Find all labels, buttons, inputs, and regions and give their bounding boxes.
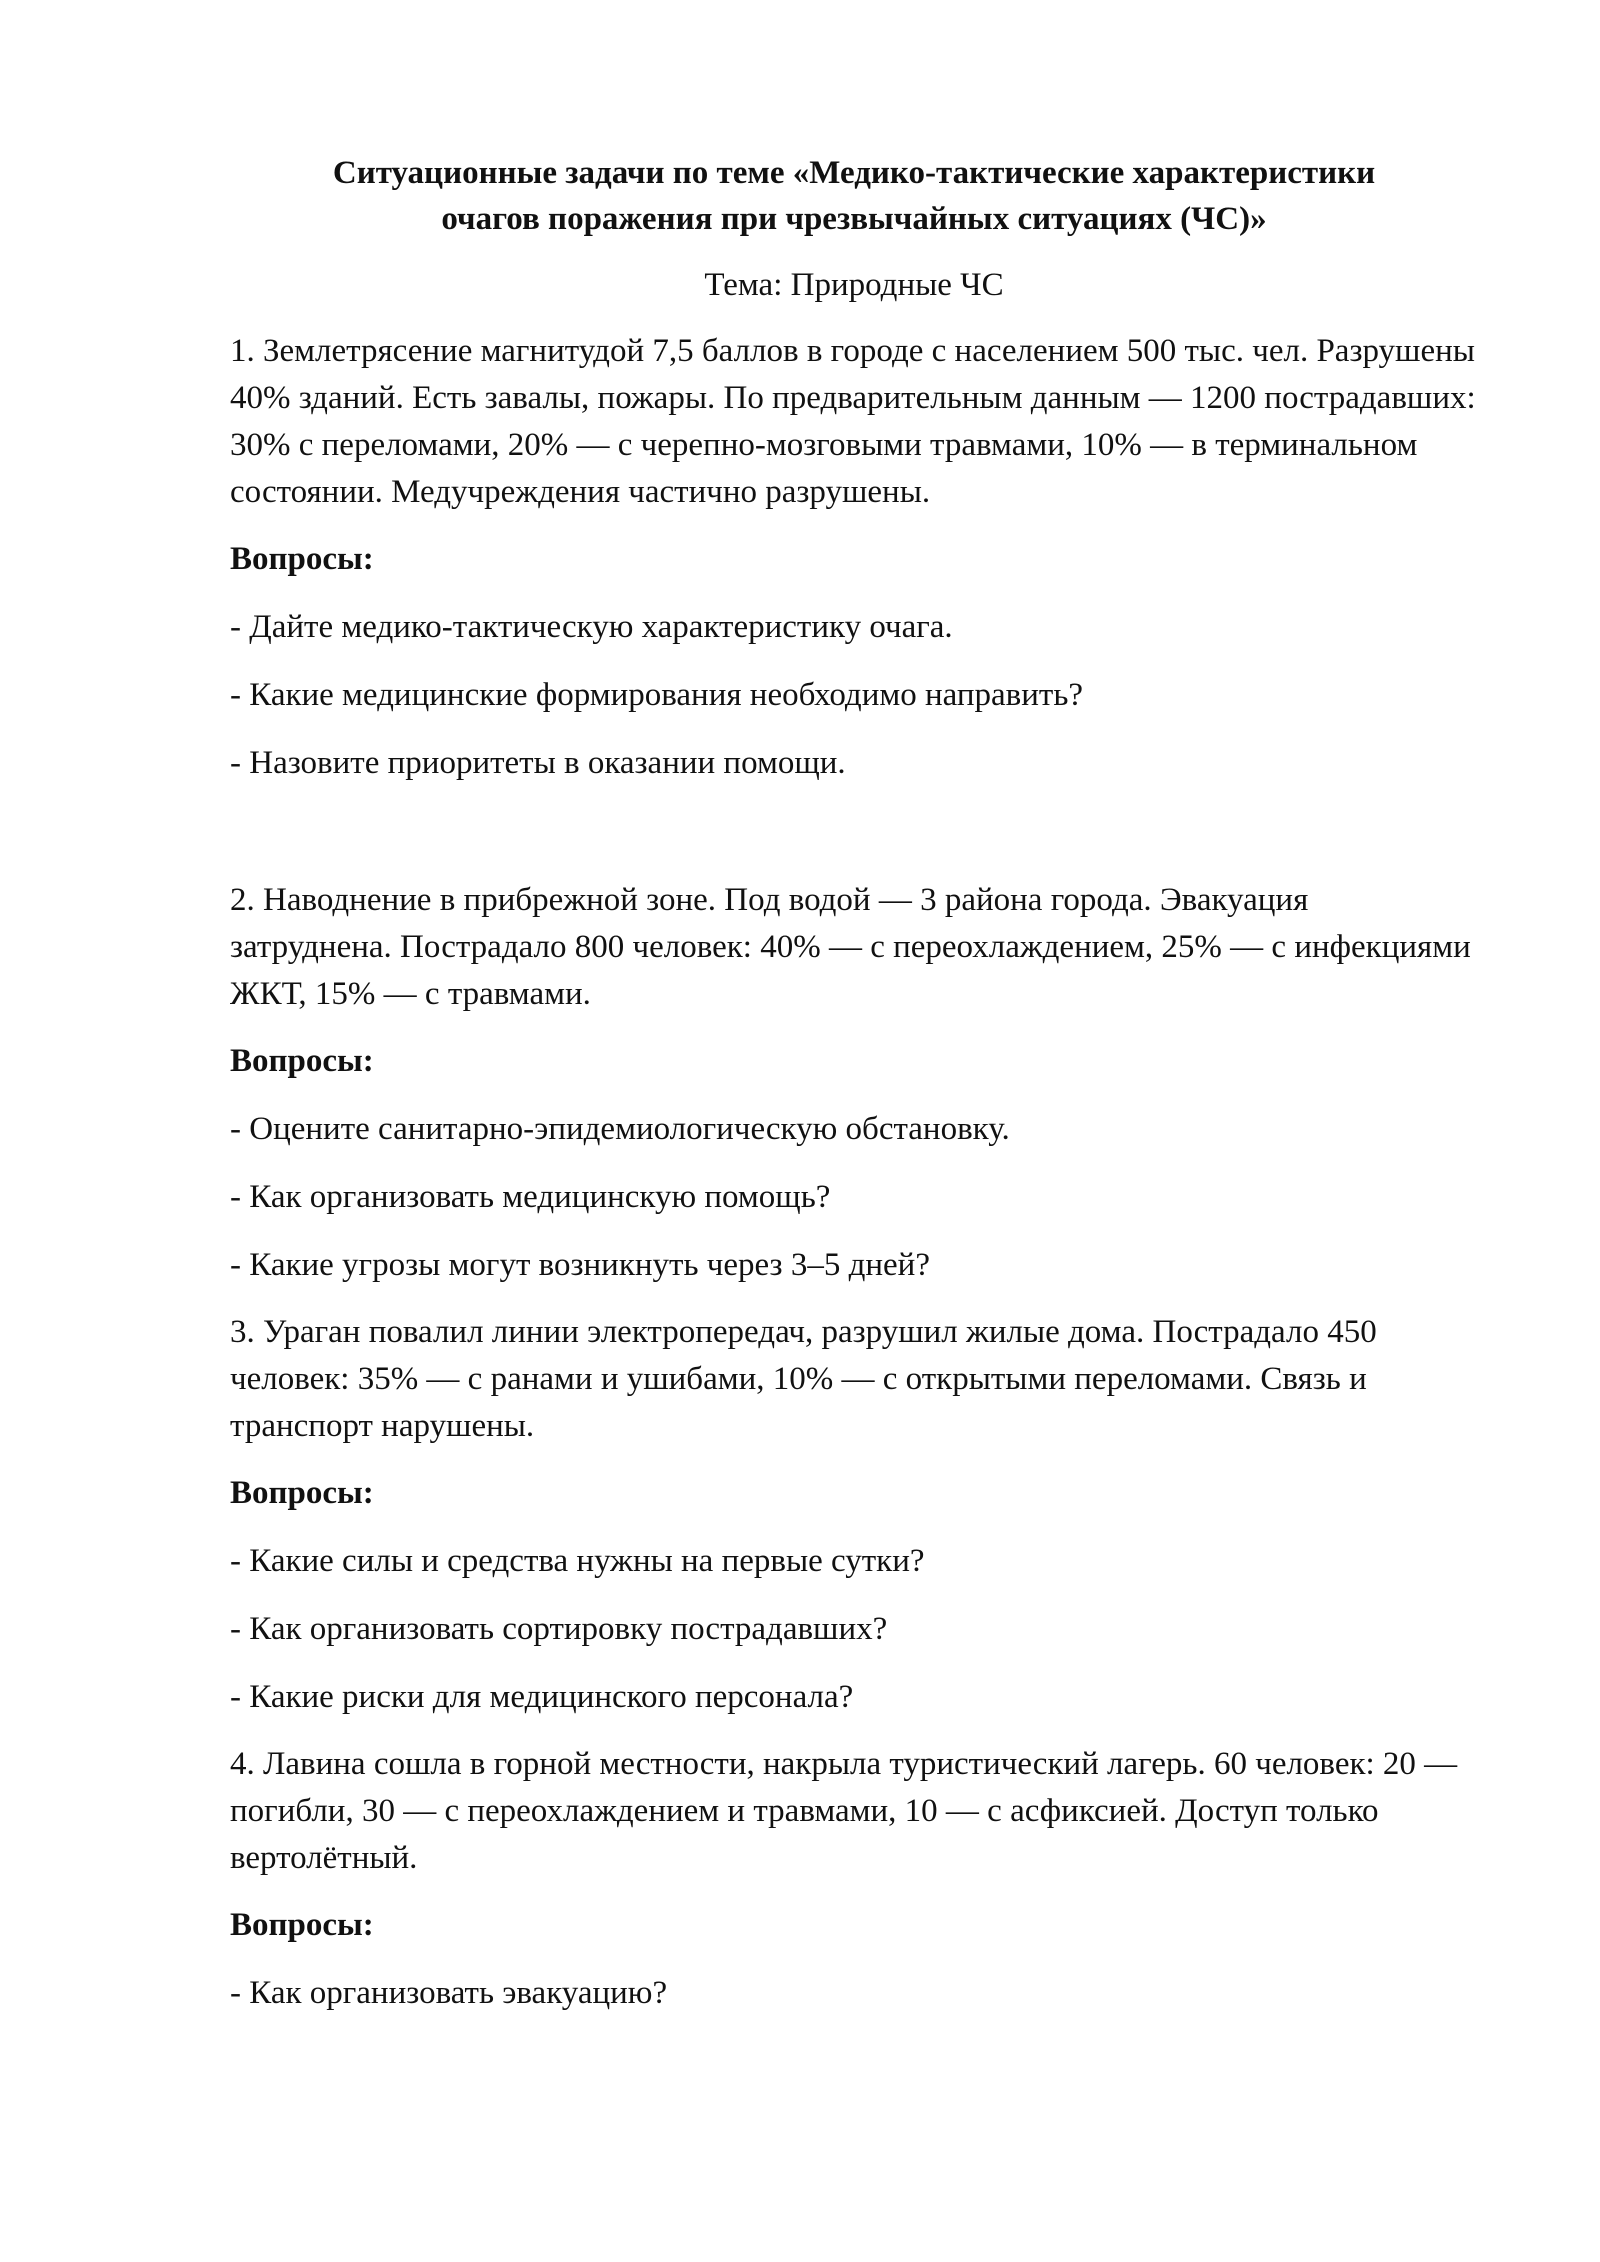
task-1-question-2: - Какие медицинские формирования необходимо направить? [230, 677, 1084, 713]
task-4 [230, 1741, 1478, 2017]
document-title [230, 150, 1478, 242]
task-4-text: 4. Лавина сошла в горной местности, накрыла туристический лагерь. 60 человек: 20 — погибли, 30 — с переохлаждением и травмами, 10 — с асфиксией. Доступ только вертолётный. [230, 1746, 1458, 1876]
task-2-question-3: - Какие угрозы могут возникнуть через 3–5 дней? [230, 1247, 930, 1283]
task-4-questions-heading: Вопросы: [230, 1907, 374, 1943]
task-1-question-1: - Дайте медико-тактическую характеристику очага. [230, 609, 953, 645]
title-line-2: очагов поражения при чрезвычайных ситуациях (ЧС)» [441, 201, 1267, 237]
task-3-question-3: - Какие риски для медицинского персонала? [230, 1679, 854, 1715]
blank-line [230, 787, 1478, 857]
task-2-questions-heading: Вопросы: [230, 1043, 374, 1079]
task-1-question-3: - Назовите приоритеты в оказании помощи. [230, 745, 846, 781]
task-3-question-1: - Какие силы и средства нужны на первые сутки? [230, 1543, 925, 1579]
task-3-questions-heading: Вопросы: [230, 1475, 374, 1511]
task-3 [230, 1309, 1478, 1721]
task-3-text: 3. Ураган повалил линии электропередач, разрушил жилые дома. Пострадало 450 человек: 35% — с ранами и ушибами, 10% — с открытыми переломами. Связь и транспорт нарушены. [230, 1314, 1377, 1444]
task-1 [230, 328, 1478, 787]
task-1-text: 1. Землетрясение магнитудой 7,5 баллов в городе с населением 500 тыс. чел. Разрушены 40% зданий. Есть завалы, пожары. По предварительным данным — 1200 пострадавших: 30% с переломами, 20% — с черепно-мозговыми травмами, 10% — в терминальном состоянии. Медучреждения частично разрушены. [230, 333, 1476, 510]
task-2-question-2: - Как организовать медицинскую помощь? [230, 1179, 831, 1215]
document-subtitle: Тема: Природные ЧС [704, 267, 1004, 303]
title-line-1: Ситуационные задачи по теме «Медико-тактические характеристики [332, 155, 1376, 191]
task-4-question-1: - Как организовать эвакуацию? [230, 1975, 668, 2011]
task-2-text: 2. Наводнение в прибрежной зоне. Под водой — 3 района города. Эвакуация затруднена. Пострадало 800 человек: 40% — с переохлаждением, 25% — с инфекциями ЖКТ, 15% — с травмами. [230, 882, 1471, 1012]
task-2-question-1: - Оцените санитарно-эпидемиологическую обстановку. [230, 1111, 1010, 1147]
task-2 [230, 877, 1478, 1289]
task-1-questions-heading: Вопросы: [230, 541, 374, 577]
task-3-question-2: - Как организовать сортировку пострадавших? [230, 1611, 888, 1647]
